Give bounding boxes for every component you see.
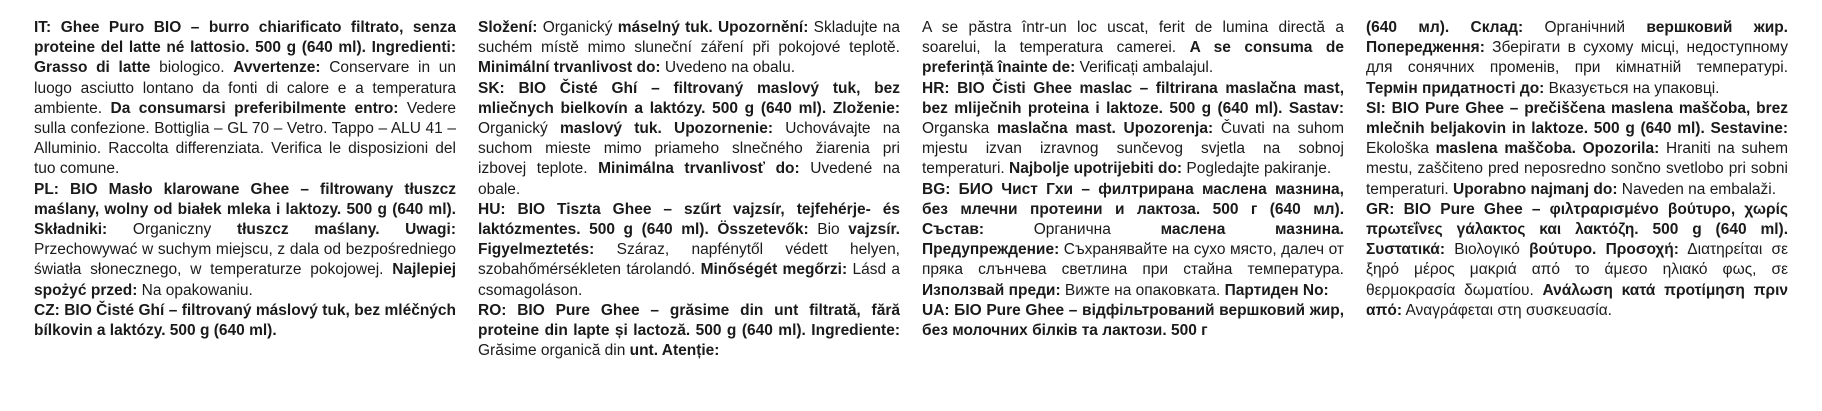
bold-text-run: UA: БІО Pure Ghee – відфільтрований вершковий жир, без молочних білків та лактози. 500 г <box>922 301 1344 340</box>
text-run: Organska <box>922 120 997 138</box>
text-run: Hraniti na suhem mestu, zaščiteno pred neposredno sončno svetlobo pri sobni temperaturi. <box>1366 140 1788 198</box>
bold-text-run: Minimálna trvanlivosť do: <box>598 160 800 178</box>
text-column-1 <box>34 18 456 403</box>
text-paragraph <box>922 301 1344 341</box>
text-paragraph <box>478 18 900 79</box>
bold-text-run: Minőségét megőrzi: <box>700 261 848 279</box>
text-run: Органічний <box>1523 19 1647 36</box>
bold-text-run: вершковий жир. Попередження: <box>1366 19 1788 57</box>
bold-text-run: IT: Ghee Puro BIO – burro chiarificato filtrato, senza proteine del latte né lattosio. 500 g (640 ml). <box>34 19 456 57</box>
bold-text-run: Složení: <box>478 19 538 36</box>
text-column-2 <box>478 18 900 403</box>
bold-text-run: A se consuma de preferință înainte de: <box>922 39 1344 77</box>
bold-text-run: SI: BIO Pure Ghee – prečiščena maslena maščoba, brez mlečnih beljakovin in laktoze. 500 g (640 ml). Sestavine: <box>1366 99 1788 138</box>
text-run: Съхранявайте на сухо място, далеч от пряка слънчева светлина при стайна температура. <box>922 241 1344 279</box>
text-run: Organický <box>537 19 618 36</box>
bold-text-run: Партиден No: <box>1224 281 1329 299</box>
text-run: Čuvati na suhom mjestu izvan izravnog sunčevog svjetla na sobnoj temperaturi. <box>922 120 1344 178</box>
text-run: Verificați ambalajul. <box>1075 59 1214 77</box>
bold-text-run: HU: BIO Tiszta Ghee – szűrt vajzsír, tejfehérje- és laktózmentes. 500 g (640 ml). Összetevők: <box>478 200 900 239</box>
text-paragraph <box>1366 99 1788 200</box>
text-run: Uvedeno na obalu. <box>660 59 796 77</box>
text-run: Conservare in un luogo asciutto lontano da fonti di calore e a temperatura ambiente. <box>34 59 456 117</box>
text-column-4 <box>1366 18 1788 403</box>
text-run: Organický <box>478 120 560 138</box>
bold-text-run: Najbolje upotrijebiti do: <box>1009 160 1183 178</box>
text-run: Przechowywać w suchym miejscu, z dala od bezpośredniego światła słonecznego, w temperaturze pokojowej. <box>34 241 456 279</box>
bold-text-run: Uporabno najmanj do: <box>1453 180 1618 198</box>
text-run: Száraz, napfénytől védett helyen, szobahőmérsékleten tárolandó. <box>478 241 900 279</box>
text-run: Naveden na embalaži. <box>1617 180 1777 198</box>
bold-text-run: maslena maščoba. Opozorila: <box>1435 140 1660 158</box>
text-run: Органична <box>984 221 1161 239</box>
text-paragraph <box>478 200 900 301</box>
text-paragraph <box>478 301 900 362</box>
bold-text-run: GR: BIO Pure Ghee – φιλτραρισμένο βούτυρο, χωρίς πρωτεΐνες γάλακτος και λακτόζη. 500 g (640 ml). Συστατικά: <box>1366 200 1788 259</box>
bold-text-run: maslačna mast. Upozorenja: <box>996 120 1214 138</box>
text-run: Pogledajte pakiranje. <box>1182 160 1332 178</box>
text-run: Vedere sulla confezione. Bottiglia – GL 70 – Vetro. Tappo – ALU 41 – Alluminio. Raccolta differenziata. Verifica le disposizioni del tuo comune. <box>34 99 456 178</box>
bold-text-run: Ανάλωση κατά προτίμηση πριν από: <box>1366 281 1788 319</box>
bold-text-run: βούτυρο. Προσοχή: <box>1529 241 1679 259</box>
text-run: Вказується на упаковці. <box>1544 79 1720 97</box>
text-column-3 <box>922 18 1344 403</box>
bold-text-run: Използвай преди: <box>922 281 1061 299</box>
bold-text-run: máselný tuk. Upozornění: <box>617 19 809 36</box>
text-paragraph <box>1366 18 1788 99</box>
text-paragraph <box>34 18 456 180</box>
bold-text-run: Najlepiej spożyć przed: <box>34 261 456 299</box>
text-run: Вижте на опаковката. <box>1060 281 1225 299</box>
text-run: Uvedené na obale. <box>478 160 900 198</box>
bold-text-run: CZ: BIO Čisté Ghí – filtrovaný máslový tuk, bez mléčných bílkovin a laktózy. 500 g (640 ml). <box>34 301 456 340</box>
bold-text-run: RO: BIO Pure Ghee – grăsime din unt filtrată, fără proteine din lapte și lactoză. 500 g (640 ml). Ingrediente: <box>478 301 900 340</box>
bold-text-run: tłuszcz maślany. Uwagi: <box>236 221 456 239</box>
text-run: Bio <box>808 221 849 239</box>
bold-text-run: Термін придатності до: <box>1366 79 1545 97</box>
bold-text-run: SK: BIO Čisté Ghí – filtrovaný maslový tuk, bez mliečnych bielkovín a laktózy. 500 g (640 ml). Zloženie: <box>478 79 900 117</box>
bold-text-run: Da consumarsi preferibilmente entro: <box>110 99 399 117</box>
text-paragraph <box>1366 200 1788 321</box>
text-run: Uchovávajte na suchom mieste mimo priameho slnečného žiarenia pri izbovej teplote. <box>478 120 900 178</box>
text-run: Зберігати в сухому місці, недоступному для сонячних променів, при кімнатній температурі. <box>1366 39 1788 77</box>
text-run: Ekološka <box>1366 140 1436 158</box>
text-paragraph <box>34 301 456 341</box>
text-run: A se păstra într-un loc uscat, ferit de lumina directă a soarelui, la temperatura camerei. <box>922 19 1344 57</box>
text-run: biologico. <box>150 59 234 77</box>
text-paragraph <box>478 79 900 200</box>
text-run: Skladujte na suchém místě mimo sluneční záření při pokojové teplotě. <box>478 19 900 57</box>
text-run: Αναγράφεται στη συσκευασία. <box>1402 301 1612 319</box>
bold-text-run: Ingredienti: Grasso di latte <box>34 39 456 77</box>
bold-text-run: PL: BIO Masło klarowane Ghee – filtrowany tłuszcz maślany, wolny od białek mleka i laktozy. 500 g (640 ml). Składniki: <box>34 180 456 239</box>
text-run: Διατηρείται σε ξηρό μέρος μακριά από το άμεσο ηλιακό φως, σε θερμοκρασία δωματίου. <box>1366 241 1788 299</box>
text-run: Na opakowaniu. <box>137 281 253 299</box>
bold-text-run: maslový tuk. Upozornenie: <box>559 120 774 138</box>
text-run: Βιολογικό <box>1444 241 1530 259</box>
bold-text-run: unt. Atenție: <box>629 342 720 360</box>
text-run: Grăsime organică din <box>478 342 630 360</box>
text-paragraph <box>922 180 1344 301</box>
bold-text-run: HR: BIO Čisti Ghee maslac – filtrirana maslačna mast, bez mliječnih proteina i laktoze. 500 g (640 ml). Sastav: <box>922 79 1344 117</box>
bold-text-run: vajzsír. Figyelmeztetés: <box>478 221 900 259</box>
bold-text-run: Avvertenze: <box>233 59 321 77</box>
text-run: Organiczny <box>107 221 237 239</box>
bold-text-run: BG: БИО Чист Гхи – филтрирана маслена мазнина, без млечни протеини и лактоза. 500 г (640 мл). Състав: <box>922 180 1344 239</box>
text-paragraph <box>922 79 1344 180</box>
bold-text-run: Minimální trvanlivost do: <box>478 59 661 77</box>
text-run: Lásd a csomagoláson. <box>478 261 900 299</box>
text-paragraph <box>34 180 456 301</box>
bold-text-run: (640 мл). Склад: <box>1366 19 1524 36</box>
text-paragraph <box>922 18 1344 79</box>
bold-text-run: маслена мазнина. Предупреждение: <box>922 221 1344 259</box>
